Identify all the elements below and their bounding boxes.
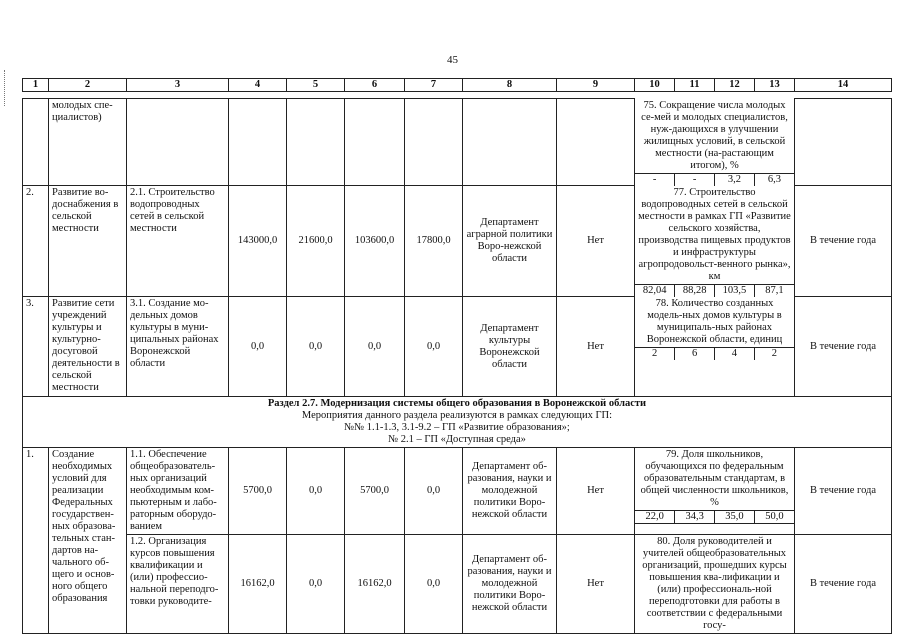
cell-name: Развитие сети учреждений культуры и культурно-досуговой деятельности в сельской местности — [49, 297, 127, 397]
header-col-6: 6 — [345, 79, 405, 92]
cell-value: 143000,0 — [229, 186, 287, 297]
cell-name: Развитие во-доснабжения в сельской местности — [49, 186, 127, 297]
cell-value: 5700,0 — [229, 448, 287, 535]
row-number: 2. — [23, 186, 49, 297]
indicator-value: 2 — [635, 347, 675, 360]
section-line: Мероприятия данного раздела реализуются в рамках следующих ГП: — [301, 410, 613, 421]
header-col-5: 5 — [287, 79, 345, 92]
row-number: 3. — [23, 297, 49, 397]
indicator-table — [635, 297, 794, 360]
cell-value: 0,0 — [405, 448, 463, 535]
indicator-cell — [635, 99, 795, 186]
table-row — [23, 448, 892, 535]
indicator-text: 75. Сокращение числа молодых се-мей и молодых специалистов, нуж-дающихся в улучшении жилищных условий, в сельской местности (на-растающим итогом), % — [641, 99, 788, 171]
cell-flag: Нет — [557, 297, 635, 397]
table-row — [23, 297, 892, 397]
indicator-table — [635, 186, 794, 297]
cell-department: Департамент об-разования, науки и молодежной политики Воро-нежской области — [463, 448, 557, 535]
cell-value: 21600,0 — [287, 186, 345, 297]
cell-value: 0,0 — [287, 535, 345, 634]
row-number: 1. — [23, 448, 49, 634]
header-col-2: 2 — [49, 79, 127, 92]
table-row — [23, 535, 892, 634]
header-row — [23, 79, 892, 92]
indicator-value: - — [635, 173, 675, 186]
section-line: №№ 1.1-1.3, 3.1-9.2 – ГП «Развитие образования»; — [344, 422, 570, 433]
cell-flag: Нет — [557, 535, 635, 634]
cell-flag: Нет — [557, 448, 635, 535]
section-line: № 2.1 – ГП «Доступная среда» — [388, 434, 526, 445]
cell-measure: 2.1. Строительство водопроводных сетей в сельской местности — [127, 186, 229, 297]
indicator-cell — [635, 186, 795, 297]
indicator-table — [635, 99, 794, 186]
section-title: Раздел 2.7. Модернизация системы общего образования в Воронежской области — [267, 398, 647, 409]
header-col-12: 12 — [715, 79, 755, 92]
indicator-value: 88,28 — [675, 284, 715, 297]
header-col-13: 13 — [755, 79, 795, 92]
cell-value: 0,0 — [345, 297, 405, 397]
indicator-value: 35,0 — [715, 511, 755, 524]
cell-value: 0,0 — [287, 448, 345, 535]
header-col-4: 4 — [229, 79, 287, 92]
cell-name: молодых спе-циалистов) — [49, 99, 127, 186]
indicator-value: 4 — [715, 347, 755, 360]
cell-value: 0,0 — [287, 297, 345, 397]
header-col-1: 1 — [23, 79, 49, 92]
cell-name: Создание необходимых условий для реализации Федеральных государствен-ных образова-тельных стан-дартов на-чального об-щего и основ-ного общего образования — [49, 448, 127, 634]
table-row — [23, 186, 892, 297]
margin-dotted-line — [4, 70, 7, 106]
indicator-cell — [635, 448, 795, 535]
cell-department: Департамент аграрной политики Воро-нежской области — [463, 186, 557, 297]
header-col-14: 14 — [795, 79, 892, 92]
table-row-continued — [23, 99, 892, 186]
indicator-value: 103,5 — [715, 284, 755, 297]
indicator-value: - — [675, 173, 715, 186]
indicator-value: 87,1 — [754, 284, 794, 297]
indicator-value: 3,2 — [715, 173, 755, 186]
indicator-table — [635, 448, 794, 524]
header-col-3: 3 — [127, 79, 229, 92]
cell-value: 5700,0 — [345, 448, 405, 535]
cell-value: 16162,0 — [229, 535, 287, 634]
cell-flag: Нет — [557, 186, 635, 297]
section-row — [23, 397, 892, 448]
cell-measure: 1.2. Организация курсов повышения квалификации и (или) профессио-нальной переподго-товки руководите- — [127, 535, 229, 634]
header-col-10: 10 — [635, 79, 675, 92]
indicator-value: 2 — [754, 347, 794, 360]
indicator-cell — [635, 297, 795, 397]
program-table — [22, 78, 892, 634]
cell-measure: 3.1. Создание мо-дельных домов культуры в муни-ципальных районах Воронежской области — [127, 297, 229, 397]
indicator-value: 22,0 — [635, 511, 675, 524]
header-col-7: 7 — [405, 79, 463, 92]
cell-term: В течение года — [795, 297, 892, 397]
indicator-text: 80. Доля руководителей и учителей общеобразовательных организаций, прошедших курсы повышения ква-лификации и (или) профессиональ-ной переподготовки для работы в соответствии с федеральными госу- — [635, 535, 795, 634]
indicator-value: 6,3 — [754, 173, 794, 186]
indicator-value: 50,0 — [754, 511, 794, 524]
cell-term: В течение года — [795, 186, 892, 297]
cell-department: Департамент культуры Воронежской области — [463, 297, 557, 397]
section-header — [23, 397, 892, 448]
spacer-row — [23, 92, 892, 99]
cell-value: 0,0 — [229, 297, 287, 397]
cell-measure: 1.1. Обеспечение общеобразователь-ных организаций необходимым ком-пьютерным и лабо-раторным оборудо-ванием — [127, 448, 229, 535]
header-col-8: 8 — [463, 79, 557, 92]
cell-value: 0,0 — [405, 297, 463, 397]
indicator-text: 77. Строительство водопроводных сетей в сельской местности в рамках ГП «Развитие сельского хозяйства, производства пищевых продуктов и инфраструктуры агропродовольст-венного рынка», км — [638, 186, 791, 282]
header-col-9: 9 — [557, 79, 635, 92]
indicator-value: 82,04 — [635, 284, 675, 297]
page-number: 45 — [447, 54, 458, 66]
indicator-text: 78. Количество созданных модель-ных домов культуры в муниципаль-ных районах Воронежской области, единиц — [646, 297, 783, 345]
header-col-11: 11 — [675, 79, 715, 92]
cell-department: Департамент об-разования, науки и молодежной политики Воро-нежской области — [463, 535, 557, 634]
indicator-value: 6 — [675, 347, 715, 360]
indicator-value: 34,3 — [675, 511, 715, 524]
cell-value: 0,0 — [405, 535, 463, 634]
indicator-text: 79. Доля школьников, обучающихся по федеральным образовательным стандартам, в общей численности школьников, % — [640, 449, 789, 508]
cell-value: 16162,0 — [345, 535, 405, 634]
cell-term: В течение года — [795, 448, 892, 535]
cell-term: В течение года — [795, 535, 892, 634]
cell-value: 17800,0 — [405, 186, 463, 297]
cell-value: 103600,0 — [345, 186, 405, 297]
